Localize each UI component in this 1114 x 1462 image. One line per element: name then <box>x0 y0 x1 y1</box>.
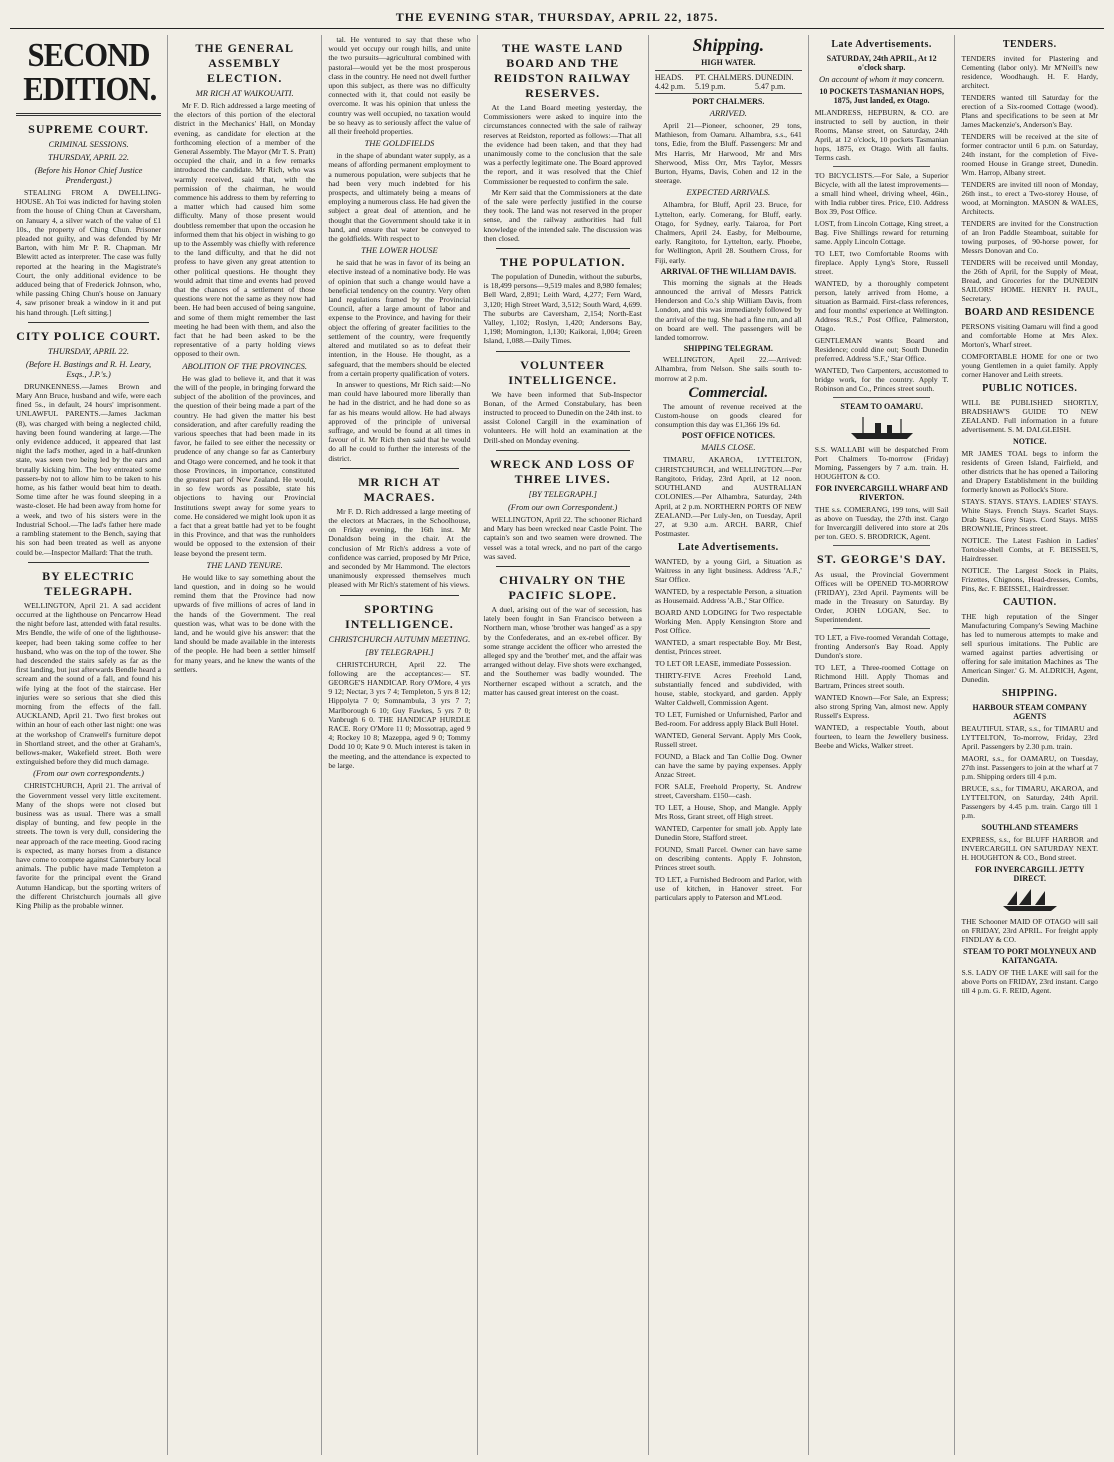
high-water-heading: HIGH WATER. <box>701 58 756 67</box>
classified-ad: NOTICE. The Largest Stock in Plaits, Frizettes, Chignons, Head-dresses, Combs, Pins, &c. F. BEISSEL, Hairdresser. <box>961 566 1098 593</box>
divider <box>16 113 161 116</box>
column-7 <box>955 35 1104 1455</box>
by-telegraph: [BY TELEGRAPH.] <box>365 646 434 657</box>
goldfields-subheading: THE GOLDFIELDS <box>364 138 435 149</box>
waste-land-heading: THE WASTE LAND BOARD AND THE REIDSTON RAILWAY RESERVES. <box>494 41 632 100</box>
mails-close: MAILS CLOSE. <box>701 442 756 453</box>
by-telegraph: [BY TELEGRAPH.] <box>528 488 597 499</box>
classified-ad: TO LET, a House, Shop, and Mangle. Apply Mrs Ross, Grant street, off High street. <box>654 803 802 822</box>
classified-ad: TO LET OR LEASE, immediate Possession. <box>654 659 792 669</box>
article-body: Mr F. D. Rich addressed a large meeting of the electors of this portion of the electoral district in the Mechanics' Hall, on Monday evening, as candidate for election at the forthcoming election of a member of the General Assembly. The Mayor (Mr T. S. Pratt) occupied the chair, and in a few remarks introduced the candidate. Mr Rich, who was warmly received, said that, with the permission of the chairman, he would commence his address to them by referring to a matter which had caused him some difficulty. Many of those present would doubtless remember that upon the occasion he informed them that his object in wishing to go up to the Assembly was chiefly with reference to the land difficulty, and that he did not profess to have given any great attention to other political questions. He thought they would admit that time and events had proved that the chances of a settlement of those questions were not the same as they now had been. He had been accused of being sanguine, and some of them might remember the last meeting he had been with them, and also the fact that he had been asked to be the representative of a party holding views opposed to their own. <box>174 101 316 359</box>
sailing-ship-icon <box>995 887 1065 913</box>
classified-ad: TO BICYCLISTS.—For Sale, a Superior Bicycle, with all the latest improvements—a small hind wheel, driving wheel, 46in., with India rubber tires. Price, £10. Address Box 39, Post Office. <box>814 171 949 216</box>
sporting-heading: SPORTING INTELLIGENCE. <box>345 601 454 631</box>
classified-ad: WANTED, Two Carpenters, accustomed to bridge work, for the country. Apply T. Robinson and Co., Princes street south. <box>814 366 949 393</box>
divider <box>496 566 630 567</box>
classified-ad: FOUND, a Black and Tan Collie Dog. Owner can have the same by paying expenses. Apply Anzac Street. <box>654 752 802 780</box>
public-notices-heading: PUBLIC NOTICES. <box>982 383 1078 394</box>
column-6 <box>809 35 956 1455</box>
article-body: In answer to questions, Mr Rich said:—No man could have laboured more liberally than he had in the district, and he had done so as far as his means would allow. He had always approved of the principle of universal suffrage, and would be found at all times in favour of it. Mr Rich then said that he would do all he could to further the interests of the district. <box>328 379 471 463</box>
police-court-heading: CITY POLICE COURT. <box>16 328 161 343</box>
article-body: April 21—Pioneer, schooner, 29 tons, Mathieson, from Oamaru. Alhambra, s.s., 641 tons, Edie, from the Bluff. Passengers: Mr and Mrs Harris, Mr Harwood, Mr and Mrs Sherwood, Miss Orr, Mrs Taylor, Messrs Burton, Hyams, Davis, Cohen and 12 in the steerage. <box>654 121 802 186</box>
classified-ad: MR JAMES TOAL begs to inform the residents of Green Island, Fairfield, and other districts that he has opened a Tailoring and Drapery Establishment in the building formerly known as Pollock's Store. <box>961 449 1098 494</box>
column-3 <box>322 35 477 1455</box>
article-body: The amount of revenue received at the Custom-house on goods cleared for consumption this day was £1,366 19s 6d. <box>654 401 802 430</box>
classified-ad: MLANDRESS, HEPBURN, & CO. are instructed to sell by auction, in their Rooms, Manse street, on Saturday, 24th April, at 12 o'clock, 10 pockets Tasmanian hops, 1875, ex Otago. With all faults. Terms cash. <box>814 108 949 162</box>
column-5 <box>649 35 809 1455</box>
shipping-telegram-heading: SHIPPING TELEGRAM. <box>683 344 773 354</box>
classified-ad: TENDERS will be received at the site of former contractor until 6 p.m. on Saturday, 24th instant, for the completion of Five-roomed House in Grange street, Dunedin. Wm. Harrop, Albany street. <box>961 132 1098 177</box>
divider <box>833 397 931 398</box>
southland-heading: SOUTHLAND STEAMERS <box>981 823 1079 832</box>
invercargill-heading: FOR INVERCARGILL WHARF AND RIVERTON. <box>815 484 948 502</box>
date-line: THURSDAY, APRIL 22. <box>47 345 130 356</box>
ads-list <box>655 557 802 902</box>
notice-label: NOTICE. <box>1012 437 1047 446</box>
tide-dunedin: DUNEDIN. 5.47 p.m. <box>755 73 794 91</box>
classified-ad: TENDERS invited for Plastering and Cementing (labor only). Mr M'Neill's new residence, Woodhaugh. H. F. Hardy, architect. <box>961 54 1098 90</box>
volunteer-heading: VOLUNTEER INTELLIGENCE. <box>508 357 618 387</box>
classified-ad: MAORI, s.s., for OAMARU, on Tuesday, 27th inst. Passengers to join at the wharf at 7 p.m. Shipping orders till 4 p.m. <box>961 754 1098 781</box>
classified-ad: WANTED, by a respectable Person, a situation as Housemaid. Address 'A.B.,' Star Office. <box>654 587 802 606</box>
column-2 <box>168 35 322 1455</box>
steamship-icon <box>847 415 917 441</box>
classified-ad: NOTICE. The Latest Fashion in Ladies' Tortoise-shell Combs, at F. BEISSEL'S, Hairdresser. <box>961 536 1098 563</box>
wreck-heading: WRECK AND LOSS OF THREE LIVES. <box>490 456 636 486</box>
late-ads-heading: Late Advertisements. <box>678 542 779 554</box>
shipping-heading: Shipping. <box>692 35 765 55</box>
correspondent-line: (From our own Correspondent.) <box>507 501 618 512</box>
classified-ad: BOARD AND LODGING for Two respectable Working Men. Apply Kensington Store and Post Office. <box>654 608 802 636</box>
classified-ad: WANTED, by a thoroughly competent person, lately arrived from Home, a situation as Barmaid. First-class references, and four months' experience at Wellington. Address 'R.S.,' Post Office, Palmerston, Otago. <box>814 279 949 333</box>
st-george-heading: ST. GEORGE'S DAY. <box>817 552 947 566</box>
column-1 <box>10 35 168 1455</box>
tide-port-chalmers: PT. CHALMERS. 5.19 p.m. <box>695 73 754 91</box>
classified-ad: TO LET, two Comfortable Rooms with fireplace. Apply Lyng's Store, Russell street. <box>814 249 949 276</box>
population-heading: THE POPULATION. <box>499 255 626 270</box>
classified-ad: STAYS. STAYS. STAYS. LADIES' STAYS. White Stays. French Stays. Scarlet Stays. Drab Stays. Grey Stays. Cord Stays. MISS BROWNLIE, Princes street. <box>961 497 1098 533</box>
supreme-court-heading: SUPREME COURT. <box>28 122 149 136</box>
divider <box>340 595 458 596</box>
before-line: (Before his Honor Chief Justice Prendergast.) <box>34 165 143 185</box>
commercial-heading: Commercial. <box>688 384 769 401</box>
classified-ad: FOR SALE, Freehold Property, St. Andrew street, Caversham. £150—cash. <box>654 782 802 801</box>
divider <box>340 468 458 469</box>
divider <box>28 322 149 323</box>
autumn-meeting-subheading: CHRISTCHURCH AUTUMN MEETING. <box>328 633 471 644</box>
assembly-heading: THE GENERAL ASSEMBLY ELECTION. <box>195 41 295 85</box>
tenders-heading: TENDERS. <box>1002 39 1057 50</box>
article-body: At the Land Board meeting yesterday, the Commissioners were asked to inquire into the circumstances connected with the sale of railway reserves at Reidston, reported as follows:—That all the evidence had been taken, and that they had unanimously come to the conclusion that the sale was a perfectly legitimate one. The Board approved the report, and it was resolved that the Chief Commissioner be requested to confirm the sale. <box>483 103 642 186</box>
article-body: A duel, arising out of the war of secession, has lately been fought in San Francisco between a Northern man, whose 'brother was hanged' as a spy by the Confederates, and an ex-rebel officer. By some strange accident the officer who arrested the alleged spy and the 'brother' met, and the affair was arranged without delay. Five shots were exchanged, and the Southerner was badly wounded. The Northerner escaped without a scratch, and the matter has caused great interest on the coast. <box>483 604 642 697</box>
classified-ad: THE high reputation of the Singer Manufacturing Company's Sewing Machine has led to numerous attempts to make and sell spurious imitations. The Public are warned against parties advertising or offering for sale imitation Machines as 'The American Singer.' G. M. ALDRICH, Agent, Dunedin. <box>961 612 1098 684</box>
land-tenure-subheading: THE LAND TENURE. <box>206 559 283 570</box>
criminal-sessions: CRIMINAL SESSIONS. <box>48 139 129 149</box>
lower-house-subheading: THE LOWER HOUSE <box>361 245 438 256</box>
article-body: This morning the signals at the Heads announced the arrival of Messrs Patrick Henderson and Co.'s ship William Davis, from London, and this was immediately followed by the arrival of the tug. She had a fine run, and all on board are well. The passengers will be landed tomorrow. <box>654 277 802 343</box>
classified-ad: TO LET, a Furnished Bedroom and Parlor, with use of kitchen, in Hanover street. For particulars apply to Paterson and M'Leod. <box>654 875 802 903</box>
article-body: WELLINGTON, April 21. A sad accident occurred at the lighthouse on Pencarrow Head the night before last, attended with fatal results. Mrs Bendle, the wife of one of the lighthouse-keeper, had been taking some coffee to her husband, who was on the top of the tower. She had descended the stairs safely as far as the first landing, but just afterwards Bendle heard a scream and the sound of a fall, and found his wife lying at the foot of the staircase. Her injuries were so serious that she died this morning from the effects of the fall. AUCKLAND, April 21. Two first brokes out within an hour of each other last night: one was at the workshop of Cranwell's furniture depot in Shortland street, and the other at Graham's, bellows-maker, Wakefield street. Both were extinguished before they did much damage. <box>16 600 162 767</box>
article-body: He was glad to believe it, and that it was the will of the people, in bringing forward the subject of the abolition of the provinces, and the question of their being made a part of the country. He had given the matter his best consideration, and after carefully reading the various speeches that had been made in its favor, he failed to see either the necessity or prudence of any change so far as Canterbury and Otago were concerned, and he took it that those Provinces, in importance, constituted the greatest part of New Zealand. He would, in so few words as possible, state his objections to having our Provincial Institutions swept away for some years to come. He considered we might look upon it as a fact that a great battle had yet to be fought in this Province, and that was the runholders would be opposed to the extension of their lease beyond the present term. <box>174 373 316 558</box>
auction-date: SATURDAY, 24th APRIL, At 12 o'clock sharp. <box>826 54 937 72</box>
classified-ad: WANTED, General Servant. Apply Mrs Cook, Russell street. <box>654 731 802 750</box>
before-line: (Before H. Bastings and R. H. Leary, Esqs., J.P.'s.) <box>25 358 152 379</box>
classified-ad: LOST, from Lincoln Cottage, King street, a Bag. Five Shillings reward for returning same. Apply Lincoln Cottage. <box>814 219 949 246</box>
classified-ad: EXPRESS, s.s., for BLUFF HARBOR and INVERCARGILL ON SATURDAY NEXT. H. HOUGHTON & CO., Bond street. <box>961 835 1098 862</box>
classified-ad: S.S. LADY OF THE LAKE will sail for the above Ports on FRIDAY, 23rd instant. Cargo till 4 p.m. G. F. REID, Agent. <box>961 968 1098 995</box>
classified-ad: WANTED Known—For Sale, an Express; also strong Spring Van, almost new. Apply Russell's Express. <box>814 693 949 720</box>
article-body: He would like to say something about the land question, and in doing so he would remind them that the Province had now upwards of five millions of acres of land in the hands of the Government. The real question was, what was to be done with the land, and he would give his answer: that the land should be made available in the interests of the people. He had been a settler himself for many years, and he knew the wants of the settlers. <box>174 572 316 674</box>
macraes-heading: MR RICH AT MACRAES. <box>358 474 441 504</box>
classified-ad: TO LET, a Five-roomed Verandah Cottage, fronting Anderson's Bay Road. Apply Dundon's store. <box>814 633 949 660</box>
late-ads-heading: Late Advertisements. <box>831 39 932 50</box>
classified-ad: THIRTY-FIVE Acres Freehold Land, substantially fenced and subdivided, with house, stable, stockyard, and garden. Apply Walter Caldwell, Commission Agent. <box>654 671 802 708</box>
article-body: CHRISTCHURCH, April 22. The following are the acceptances:— ST. GEORGE'S HANDICAP. Rory O'More, 4 yrs 9 12; Nectar, 3 yrs 7 4; Templeton, 5 yrs 8 12; Hippolyta 7 0; Somnambula, 3 yrs 7 7; Marlborough 6 10; Guy Fawkes, 5 yrs 7 0; Vanbrugh 6 0. THE HANDICAP HURDLE RACE. Rory O'More 11 0; Mossotrap, aged 9 4; Rockey 10 8; Mazeppa, aged 9 0; Tommy Dodd 10 0; Kate 9 0. Much interest is taken in the meeting, and the attendance is expected to be large. <box>328 659 471 770</box>
classified-ad: TENDERS will be received until Monday, the 26th of April, for the Supply of Meat, Bread, and Groceries for the DUNEDIN SAILORS' HOME. HENRY H. PAUL, Secretary. <box>961 258 1098 303</box>
jetty-heading: FOR INVERCARGILL JETTY DIRECT. <box>975 865 1085 883</box>
divider <box>833 545 931 546</box>
correspondents-line: (From our own correspondents.) <box>33 768 144 779</box>
classified-ad: TENDERS wanted till Saturday for the erection of a Six-roomed Cottage (wood). Plans and specifications to be seen at Mr James Mackenzie's, Anderson's Bay. <box>961 93 1098 129</box>
divider <box>496 351 630 352</box>
divider <box>28 562 149 563</box>
classified-ad: FOUND, Small Parcel. Owner can have same on describing contents. Apply F. Johnston, Princes street south. <box>654 845 802 873</box>
column-4 <box>478 35 649 1455</box>
william-davis-heading: ARRIVAL OF THE WILLIAM DAVIS. <box>660 266 796 276</box>
post-office-heading: POST OFFICE NOTICES. <box>681 431 775 441</box>
expected-subheading: EXPECTED ARRIVALS. <box>686 187 771 198</box>
article-body: WELLINGTON, April 22. The schooner Richard and Mary has been wrecked near Castle Point. The captain's son and two seamen were drowned. The vessel was a total wreck, and no part of the cargo was saved. <box>483 514 642 561</box>
article-body: CHRISTCHURCH, April 21. The arrival of the Government vessel very little excitement. Many of the shops were not closed but business was as usual. There was a small display of bunting, and few people in the streets. The town is very dull, considering the near approach of the race meeting. Good racing is expected, as many horses from a distance have come to compete against Canterbury local animals. The public have made Templeton a favorite for the principal event the Grand Autumn Handicap, but the sporting writers of the different Christchurch journals all give King Philip as the probable winner. <box>16 781 162 910</box>
divider <box>496 248 630 249</box>
caution-heading: CAUTION. <box>1002 597 1057 608</box>
telegraph-heading: BY ELECTRIC TELEGRAPH. <box>42 568 135 598</box>
article-body: Mr F. D. Rich addressed a large meeting of the electors at Macraes, in the Schoolhouse, on Friday evening, the 16th inst. Mr Donaldson being in the chair. At the conclusion of Mr Rich's address a vote of confidence was carried, proposed by Mr Price, and seconded by Mr Hammond. The electors unanimously expressed themselves much pleased with Mr Rich's statement of his views. <box>328 506 471 590</box>
arrived-subheading: ARRIVED. <box>709 108 747 118</box>
classified-ad: BRUCE, s.s., for TIMARU, AKAROA, and LYTTELTON, on Saturday, 24th April. Passengers by 4.45 p.m. train. Cargo till 1 p.m. <box>961 784 1098 820</box>
classified-ad: TO LET, a Three-roomed Cottage on Richmond Hill. Apply Thomas and Bartram, Princes street south. <box>814 663 949 690</box>
article-body: he said that he was in favor of its being an elective instead of a nominative body. He was of opinion that such a change would have a beneficial tendency on the country. Very often land regulations framed by the Provincial Council, after a large amount of labor and expense to the Province, and having for their object the offering of greater facilities to the settlement of the country, were frequently altered and mutilated so as to defeat their intention, in the House. He thought, as a safeguard, that the members should be elected from a certain property qualification of voters. <box>328 258 471 378</box>
tide-table <box>655 70 802 94</box>
port-molyneux-heading: STEAM TO PORT MOLYNEUX AND KAITANGATA. <box>963 947 1097 965</box>
classified-ad: BEAUTIFUL STAR, s.s., for TIMARU and LYTTELTON, To-morrow, Friday, 23rd April. Passengers by 2.30 p.m. train. <box>961 724 1098 751</box>
article-body: The population of Dunedin, without the suburbs, is 18,499 persons—9,519 males and 8,980 females; Bell Ward, 2,891; Leith Ward, 4,277; Fern Ward, 3,120; High Street Ward, 3,512; South Ward, 4,699. The suburbs are Caversham, 2,154; North-East Valley, 1,102; Roslyn, 1,420; Andersons Bay, 1,198; Mornington, 1,130; Kaikorai, 1,004; Green Island, 1,088.—Daily Times. <box>483 272 642 346</box>
divider <box>833 166 931 167</box>
article-body: tal. He ventured to say that these who would yet occupy our rough hills, and unite the two pursuits—agricultural combined with pastoral—would yet be the most prosperous class in the country. He need not dwell further upon this subject, as there was no difficulty connected with it, that could not easily be overcome. It was his opinion that unless the country was well occupied, no taxation would be so heavy as to seriously affect the value of all their freehold properties. <box>328 35 471 137</box>
tide-heads: HEADS. 4.42 p.m. <box>654 73 686 91</box>
shipping-heading: SHIPPING. <box>1002 688 1058 699</box>
article-body: DRUNKENNESS.—James Brown and Mary Ann Bruce, husband and wife, were each fined 5s., in default, 24 hours' imprisonment. UNLAWFUL PARENTS.—James Jackman (8), was charged with being a neglected child, having been found wandering at large.—The only evidence adduced, it appeared that last night the lad's mother, aged in a half-drunken state, was seen two being led by the ears and brutally kicking him. The boy entreated some passers-by not to allow him to be taken to his home, as his father would beat him to death. Some time after he was found sleeping in a waste-closet. He had been away from home for a week, and two of his sisters were in the Industrial School.—The lad's father here made a rambling statement to the Bench, saying that his son had been treated as well as anyone could be.—Inspector Mallard: That the truth. <box>16 381 162 557</box>
classified-ad: S.S. WALLABI will be despatched From Port Chalmers To-morrow (Friday) Morning, Passengers by 7 a.m. train. H. HOUGHTON & CO. <box>814 445 949 481</box>
classified-ad: GENTLEMAN wants Board and Residence; could dine out; South Dunedin preferred. Address 'S.F.,' Star Office. <box>814 336 949 363</box>
classified-ad: COMFORTABLE HOME for one or two young Gentlemen in a quiet family. Apply corner Hanover and Leith streets. <box>961 352 1098 379</box>
classified-ad: THE s.s. COMERANG, 199 tons, will Sail as above on Tuesday, the 27th inst. Cargo for Invercargill delivered into store at 20s per ton. GEO. S. BRODRICK, Agent. <box>814 505 949 541</box>
edition-title: SECOND EDITION. <box>23 37 157 108</box>
classified-ad: TENDERS are invited till noon of Monday, 26th inst., to erect a Two-storey House, of wood, at Mornington. MASON & WALES, Architects. <box>961 180 1098 216</box>
classified-ad: WANTED, by a young Girl, a Situation as Waitress in any light business. Address 'A.F.,' Star Office. <box>654 557 802 585</box>
divider <box>496 450 630 451</box>
article-body: STEALING FROM A DWELLING-HOUSE. Ah Toi was indicted for having stolen from the house of Ching Chun at Caversham, on January 4, a silver watch of the value of £1 10s., the property of Ching Chun. Prisoner pleaded not guilty, and was defended by Mr Barton, with him Mr P. R. Chapman. Mr Blewitt acted as interpreter. The case was fully reported at the hearing in the Magistrate's Court, the only additional evidence to be adduced being that of Frederick Johnson, who, while passing Ching Chun's house on January 4, saw prisoner break a window in it and put his hand through. [Left sitting.] <box>16 188 162 317</box>
classified-ad: WANTED, Carpenter for small job. Apply late Dunedin Store, Stafford street. <box>654 824 802 843</box>
classified-ad: WILL BE PUBLISHED SHORTLY, BRADSHAW'S GUIDE TO NEW ZEALAND. Full information in a future advertisement. S. M. DALGLEISH. <box>961 398 1098 434</box>
article-body: TIMARU, AKAROA, LYTTELTON, CHRISTCHURCH, and WELLINGTON.—Per Rangitoto, Friday, 23rd April, at 12 noon. SOUTHLAND and AUSTRALIAN COLONIES.—Per Alhambra, Saturday, 24th April, at 2 p.m. NORTHERN PORTS OF NEW ZEALAND.—Per Luly-Jen, on Tuesday, April 27, at 9.30 a.m. ARCH. BARR, Chief Postmaster. <box>654 455 802 539</box>
article-body: Mr Kerr said that the Commissioners at the date of the sale were perfectly justified in the course they took. The land was not reserved in the proper sense, and the railway authorities had full knowledge of the intended sale. The discussion was then closed. <box>483 187 642 243</box>
harbour-steam-heading: HARBOUR STEAM COMPANY AGENTS <box>972 703 1087 721</box>
date-line: THURSDAY, APRIL 22. <box>47 152 130 162</box>
port-chalmers-heading: PORT CHALMERS. <box>692 97 765 106</box>
classified-ad: WANTED, a smart respectable Boy. Mr Best, dentist, Princes street. <box>654 638 802 657</box>
classified-ad: WANTED, a respectable Youth, about fourteen, to learn the Jewellery business. Beebe and Wicks, Walker street. <box>814 723 949 750</box>
classified-ad: TO LET, Furnished or Unfurnished, Parlor and Bed-room. For address apply Black Bull Hotel. <box>654 710 802 729</box>
article-body: We have been informed that Sub-Inspector Bonan, of the Armed Constabulary, has been instructed to proceed to Dunedin on the 24th inst. to assist Colonel Cargill in the examination of volunteers. He will hold an examination at the Drill-shed on Monday evening. <box>483 389 642 445</box>
assembly-subheading: MR RICH AT WAIKOUAITI. <box>195 88 294 98</box>
classified-ad: As usual, the Provincial Government Offices will be OPENED TO-MORROW (FRIDAY), 23rd April. Payments will be made in the Treasury on Saturday. By Order, JOHN LOGAN, Sec. to Superintendent. <box>814 570 949 624</box>
classified-ad: THE Schooner MAID OF OTAGO will sail on FRIDAY, 23rd APRIL. For freight apply FINDLAY & CO. <box>961 917 1098 944</box>
classified-ad: TENDERS are invited for the Construction of an Iron Paddle Steamboat, suitable for towing purposes, of 90-horse power, for Messrs Donovan and Co. <box>961 219 1098 255</box>
columns <box>10 35 1104 1455</box>
masthead: THE EVENING STAR, THURSDAY, APRIL 22, 1875. <box>10 6 1104 29</box>
steam-oamaru-heading: STEAM TO OAMARU. <box>840 402 923 411</box>
article-body: WELLINGTON, April 22.—Arrived: Alhambra, from Nelson. She sails south to-morrow at 2 p.m. <box>654 355 802 383</box>
article-body: in the shape of abundant water supply, as a means of affording permanent employment to a numerous population, were subjects that he had been very much indebted for his prospects, and ultimately being a means of employing a numerous class. He had given the subject a great deal of attention, and he thought that the Government should take it in hand, and ensure that water be conveyed to the goldfields. With respect to <box>328 151 471 244</box>
article-body: Alhambra, for Bluff, April 23. Bruce, for Lyttelton, early. Comerang, for Bluff, early. Otago, for Sydney, early. Taiaroa, for Port Chalmers, April 24. Easby, for Melbourne, early. Rangitoto, for Lyttelton, early. Phoebe, for Wellington, April 28. Southern Cross, for Fiji, early. <box>654 200 802 265</box>
abolition-subheading: ABOLITION OF THE PROVINCES. <box>182 360 308 371</box>
hops-lot: 10 POCKETS TASMANIAN HOPS, 1875, Just landed, ex Otago. <box>819 87 944 105</box>
board-heading: BOARD AND RESIDENCE <box>964 307 1095 318</box>
chivalry-heading: CHIVALRY ON THE PACIFIC SLOPE. <box>499 572 627 602</box>
classified-ad: PERSONS visiting Oamaru will find a good and comfortable Home at Mrs Alex. Morton's, Wharf street. <box>961 322 1098 349</box>
divider <box>833 628 931 629</box>
on-account: On account of whom it may concern. <box>818 74 945 84</box>
